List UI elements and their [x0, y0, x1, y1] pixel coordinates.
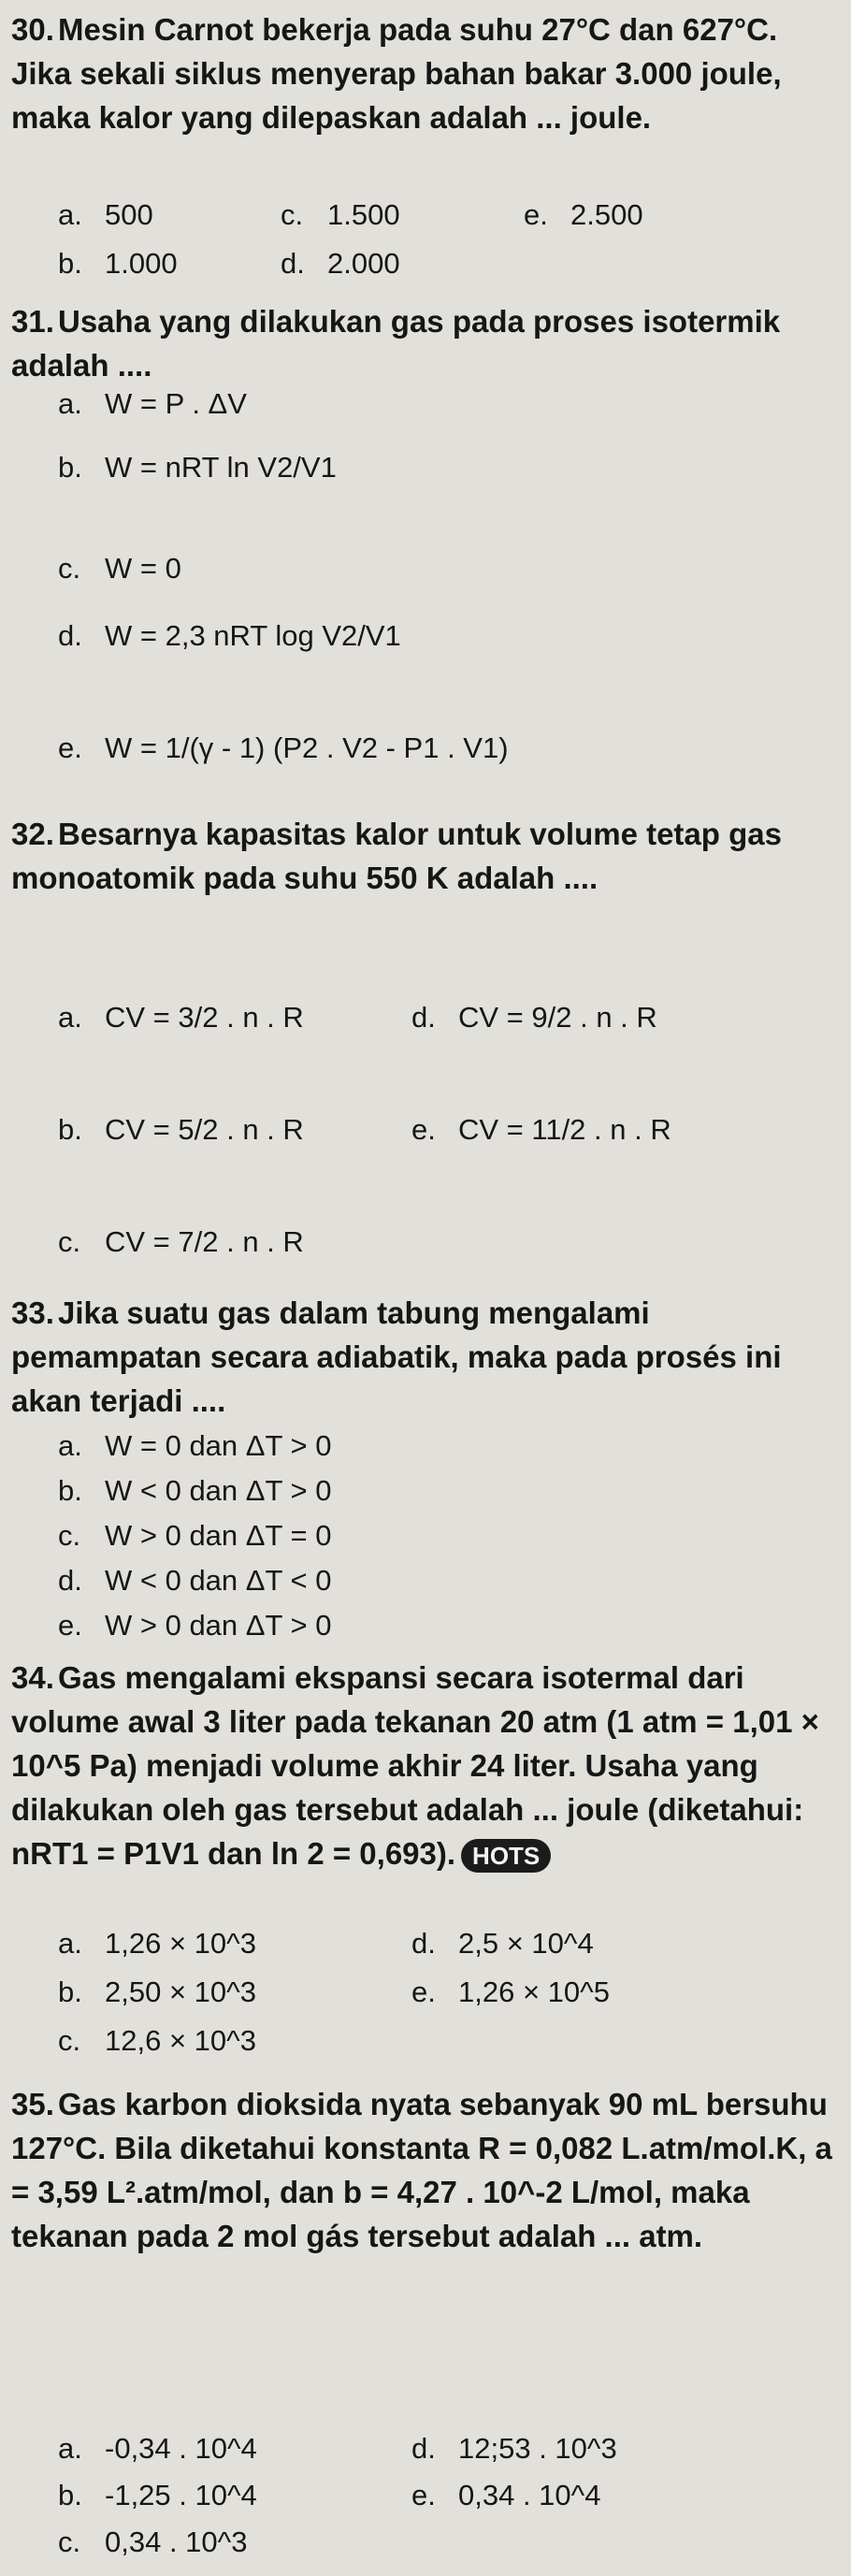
question-35 — [11, 2082, 834, 2258]
option-33a[interactable]: a. W = 0 dan ΔT > 0 — [58, 1429, 332, 1462]
option-33b[interactable]: b. W < 0 dan ΔT > 0 — [58, 1474, 332, 1507]
question-30 — [11, 7, 834, 139]
option-31e[interactable]: e. W = 1/(γ - 1) (P2 . V2 - P1 . V1) — [58, 731, 509, 764]
option-33d[interactable]: d. W < 0 dan ΔT < 0 — [58, 1564, 332, 1597]
question-number: 35. — [11, 2087, 54, 2121]
option-32a[interactable]: a. CV = 3/2 . n . R — [58, 1001, 304, 1034]
option-31b[interactable]: b. W = nRT ln V2/V1 — [58, 451, 337, 484]
question-stem: Usaha yang dilakukan gas pada proses isotermik adalah .... — [11, 304, 781, 383]
question-stem: Mesin Carnot bekerja pada suhu 27°C dan 627°C. Jika sekali siklus menyerap bahan bakar 3.000 joule, maka kalor yang dilepaskan adalah ... joule. — [11, 12, 782, 135]
question-31 — [11, 299, 834, 387]
question-number: 31. — [11, 304, 54, 339]
option-35e[interactable]: e. 0,34 . 10^4 — [411, 2479, 601, 2511]
question-stem: Besarnya kapasitas kalor untuk volume tetap gas monoatomik pada suhu 550 K adalah .... — [11, 817, 782, 895]
option-32b[interactable]: b. CV = 5/2 . n . R — [58, 1113, 304, 1146]
option-34b[interactable]: b. 2,50 × 10^3 — [58, 1975, 256, 2008]
option-35b[interactable]: b. -1,25 . 10^4 — [58, 2479, 257, 2511]
option-30a[interactable]: a. 500 — [58, 198, 153, 231]
question-34 — [11, 1656, 834, 1875]
option-35d[interactable]: d. 12;53 . 10^3 — [411, 2432, 617, 2465]
option-30d[interactable]: d. 2.000 — [281, 247, 400, 280]
question-stem: Gas mengalami ekspansi secara isotermal dari volume awal 3 liter pada tekanan 20 atm (1 atm = 1,01 × 10^5 Pa) menjadi volume akhir 24 liter. Usaha yang dilakukan oleh gas tersebut adalah ... joule (diketahui: nRT1 = P1V1 dan ln 2 = 0,693). — [11, 1660, 819, 1871]
hots-badge: HOTS — [461, 1839, 551, 1873]
question-stem: Jika suatu gas dalam tabung mengalami pemampatan secara adiabatik, maka pada prosés ini akan terjadi .... — [11, 1295, 782, 1418]
option-32e[interactable]: e. CV = 11/2 . n . R — [411, 1113, 671, 1146]
option-31a[interactable]: a. W = P . ΔV — [58, 387, 247, 420]
option-30e[interactable]: e. 2.500 — [524, 198, 643, 231]
option-30c[interactable]: c. 1.500 — [281, 198, 400, 231]
question-number: 34. — [11, 1660, 54, 1695]
option-31d[interactable]: d. W = 2,3 nRT log V2/V1 — [58, 619, 401, 652]
option-32d[interactable]: d. CV = 9/2 . n . R — [411, 1001, 657, 1034]
option-35a[interactable]: a. -0,34 . 10^4 — [58, 2432, 257, 2465]
option-34a[interactable]: a. 1,26 × 10^3 — [58, 1927, 256, 1960]
option-34e[interactable]: e. 1,26 × 10^5 — [411, 1975, 610, 2008]
option-34c[interactable]: c. 12,6 × 10^3 — [58, 2024, 256, 2057]
question-number: 33. — [11, 1295, 54, 1330]
option-30b[interactable]: b. 1.000 — [58, 247, 178, 280]
question-number: 32. — [11, 817, 54, 851]
option-35c[interactable]: c. 0,34 . 10^3 — [58, 2525, 248, 2558]
option-33c[interactable]: c. W > 0 dan ΔT = 0 — [58, 1519, 332, 1552]
question-number: 30. — [11, 12, 54, 47]
option-31c[interactable]: c. W = 0 — [58, 552, 181, 585]
option-32c[interactable]: c. CV = 7/2 . n . R — [58, 1225, 304, 1258]
question-32 — [11, 812, 834, 900]
question-stem: Gas karbon dioksida nyata sebanyak 90 mL bersuhu 127°C. Bila diketahui konstanta R = 0,082 L.atm/mol.K, a = 3,59 L².atm/mol, dan b = 4,27 . 10^-2 L/mol, maka tekanan pada 2 mol gás tersebut adalah ... atm. — [11, 2087, 832, 2253]
question-33 — [11, 1291, 834, 1423]
option-33e[interactable]: e. W > 0 dan ΔT > 0 — [58, 1609, 332, 1642]
option-34d[interactable]: d. 2,5 × 10^4 — [411, 1927, 594, 1960]
